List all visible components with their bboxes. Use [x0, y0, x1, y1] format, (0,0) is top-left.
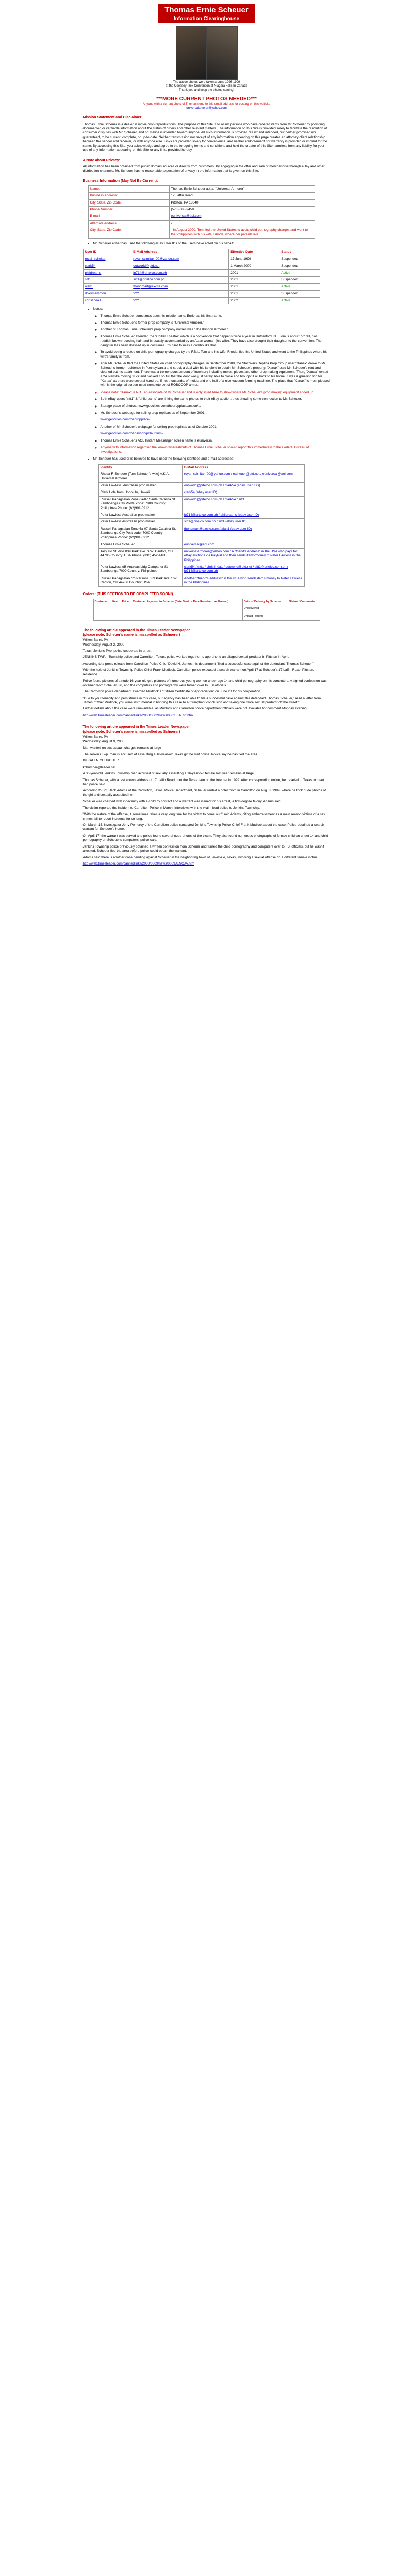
identity-cell: Tally Ho Studios 839 Park Ave. S.W. Canton, OH 44706 Country: USA Phone: (330) 452-4488 [98, 548, 182, 564]
ids-cell[interactable]: royal_scimitar_00@yahoo.com [131, 256, 229, 263]
table-row [98, 471, 304, 482]
caption-line: Thank you and keep the photos coming! [179, 89, 234, 92]
orders-cell: - [111, 605, 121, 613]
caption-line: The above photos were taken around 1996-1999 [173, 80, 240, 84]
table-row [93, 613, 320, 620]
header [0, 4, 413, 23]
article1-link[interactable]: http://web.timesleader.com/cannedlinks/2000/0802/news/0802TTR.htt.htm [82, 713, 193, 717]
photo-caption [0, 81, 413, 93]
orders-header-cell: Date of Delivery by Scheuer [242, 599, 288, 605]
email-cell[interactable]: clark54 / sitt1 / christinea1 / outworld@ptd.net / sitt1@prtelco.com.ph / jp714@prtelco.com.ph [182, 564, 304, 575]
ids-cell[interactable]: royal_scimitar [83, 256, 131, 263]
business-label: Name: [88, 185, 169, 192]
article1-body [83, 655, 331, 711]
business-row [88, 227, 315, 239]
notes-list [83, 307, 331, 454]
table-row [98, 519, 304, 526]
orders-cell: - [131, 613, 242, 620]
note-item: ◦ Mr. Scheuer's webpage for selling prop replicas as of September 2001... [101, 411, 331, 415]
orders-header-cell: Item [111, 599, 121, 605]
photo-right [207, 26, 238, 80]
table-row [98, 489, 304, 496]
ids-cell: 2002 [229, 297, 279, 304]
note-item[interactable]: www.geocities.com/thepropplace/ [100, 418, 150, 422]
business-row [88, 220, 315, 227]
article2-paragraph: A 36-year-old Jenkins Township man accused of sexually assaulting a 16-year-old female last year remains at large. [82, 772, 255, 776]
identity-cell: Peter Lawless Australian prop maker [98, 512, 182, 519]
notes-sublist [93, 314, 331, 455]
identities-intro: • Mr. Scheuer has used or is believed to have used the following identities and e-mail addresses: [93, 457, 331, 461]
ids-cell[interactable]: christinea1 [83, 297, 131, 304]
table-row [83, 277, 320, 283]
article2-paragraph: On April 17, the warrant was served and police found several nude photos of the victim. They also found numerous photographs of female children under 14 and child pornography on Scheuer's computers, police said. [82, 834, 328, 842]
orders-header-cell: Customer [93, 599, 111, 605]
table-row [83, 263, 320, 269]
business-heading: Business Information (May Not Be Current): [82, 179, 158, 183]
ids-cell: Active [279, 297, 320, 304]
ids-cell[interactable]: phildreams [83, 269, 131, 276]
article2-place: Wilkes-Barre, PA [82, 735, 108, 739]
ids-cell[interactable]: sitt1@prtelco.com.ph [131, 277, 229, 283]
identities-list [83, 457, 331, 461]
ids-cell: Suspended [279, 291, 320, 297]
article2-paragraph: On March 15, investigator Jerry Pomeroy of the Carrollton police contacted Jenkins Township Police Chief Frank Mudlock about the case. Police obtained a search warrant for Scheuer's home. [82, 823, 324, 832]
article1-paragraph: The Carrollton police department awarded Mudlock a "Citizen Certificate of Appreciation" on June 20 for his cooperation. [82, 690, 261, 694]
article1-paragraph: JENKINS TWP. - Township police and Carrollton, Texas, police worked together to apprehend an alleged sexual predator in Pittston in April. [82, 655, 289, 659]
ids-cell[interactable]: clark54 [83, 263, 131, 269]
article1-paragraph: According to a press release from Carrollton Police Chief David N. James, his department "filed a successful case against the defendant, Thomas Scheuer." [82, 662, 314, 666]
ids-header-cell: E-Mail Address [131, 249, 229, 256]
table-row [98, 564, 304, 575]
ids-cell: Active [279, 269, 320, 276]
business-label: City, State, Zip Code: [88, 227, 169, 239]
article2-paragraph: The victim reported the incident to Carrollton Police in March. Interviews with the victim lead police to Jenkins Township. [82, 806, 260, 810]
ids-header-row [83, 249, 320, 256]
more-photos-heading: ***MORE CURRENT PHOTOS NEEDED*** [156, 96, 257, 102]
page [0, 0, 413, 889]
page-subtitle: Information Clearinghouse [173, 15, 240, 22]
business-label: City, State, Zip Code: [88, 199, 169, 206]
orders-header-cell: Customer Payment to Scheuer (Date Sent or Date Received, as Known) [131, 599, 242, 605]
article1-date: Wednesday, August 2, 2000 [82, 642, 125, 647]
ids-header-cell: User ID [83, 249, 131, 256]
orders-heading: Orders: (THIS SECTION TO BE COMPLETED SOON!) [82, 592, 173, 596]
more-photos-email-link[interactable]: universalamorer@yahoo.com [186, 106, 227, 110]
business-value: 17 Laffin Road [169, 193, 315, 199]
article2-paragraph: "With the nature of the offense, it sometimes takes a very long time for the victim to come out," said Adams, citing embarrassment as a main reason victims of a sex crimes fail to report incidents for so long. [82, 812, 325, 821]
table-row [83, 291, 320, 297]
note-item: ◦ Another of Mr. Scheuer's webpage for selling prop replicas as of October 2001... [101, 425, 331, 429]
ids-cell: 17 June 1999 [229, 256, 279, 263]
table-row [83, 297, 320, 304]
ids-header-cell: Status [279, 249, 320, 256]
article1-place: Wilkes-Barre, PA [82, 638, 108, 642]
note-item: ◦ After Mr. Scheuer fled the United States on child pornography charges, in September 2000, the Star Wars Replica Prop Group user "Xanax" drove to Mr. Scheuer's former residence in Pennsylvania and struck a deal with his landlord to obtain Mr. Scheuer's property. "Xanax" paid Mr. Scheuer's rent and cleaned out his apartment. There was a tremendous amount of inventory including molds, pieces and other prop making equipment. Then, "Xanax" rented a 24' Penske moving truck and packed it so full that the door was just barely able to close and brought it all back to his home. It was a gruelling trip for "Xanax" as there were several hundred, if not thousands, of molds and one hell of a nice vacuum-forming machine. The place that "Xanax" is most pleased with is the original screen-used complete set of ROBOCOP armor. [101, 362, 331, 388]
ids-cell: Suspended [279, 277, 320, 283]
note-item: ◦ Another of Thomas Ernie Scheuer's prop company names was "The Klingon Armorer." [101, 328, 331, 332]
ids-cell: Active [279, 283, 320, 290]
ids-list [83, 242, 331, 246]
orders-cell: - [288, 605, 320, 613]
article2-paragraph: kchurcher@leader.net [82, 765, 116, 769]
article2-paragraph: According to Sgt. Jack Adams of the Carrollton, Texas, Police Department, Scheuer rented a hotel room in Carrollton on Aug. 8, 1999, where he took nude photos of the girl and sexually assaulted her. [82, 789, 326, 797]
article1-dateline: Texas, Jenkins Twp. police cooperate in arrest [82, 649, 152, 653]
orders-cell: - [93, 605, 111, 613]
article1-paragraph: With the help of Jenkins Township Police Chief Frank Mudlock, Carrollton police executed a search warrant on April 17 at Scheuer's 17 Laffin Road, Pittston, residence. [82, 668, 315, 676]
article2-heading: The following article appeared in the Times Leader Newspaper (please note: Scheuer's name is misspelled as Schuerer) [82, 725, 190, 734]
more-photos-text [0, 103, 413, 111]
business-row [88, 213, 315, 220]
ids-header-cell: Effective Date [229, 249, 279, 256]
business-value: Pittston, PA 18640 [169, 199, 315, 206]
table-row [98, 541, 304, 548]
ids-cell: Suspended [279, 263, 320, 269]
business-label: Phone Number: [88, 207, 169, 213]
business-table [88, 185, 315, 239]
business-label: E-mail: [88, 213, 169, 220]
privacy-text: All information has been obtained from public domain sources or directly from customers. By engaging in the offer and sale of merchandise through eBay and other distribution channels, Mr. Scheuer has no reasonable expectation of privacy in the information that is given on this Site. [82, 164, 325, 173]
business-row [88, 207, 315, 213]
email-cell[interactable]: sitt1@prtelco.com.ph / sitt1 (ebay user ID) [182, 519, 304, 526]
business-row [88, 185, 315, 192]
email-cell[interactable]: clark54 (ebay user ID) [182, 489, 304, 496]
identity-cell: Clark Hole from Honolulu, Hawaii [98, 489, 182, 496]
business-value: (570) 883-9459 [169, 207, 315, 213]
table-row [98, 496, 304, 512]
business-value: - In August 2000, Tom fled the United States to avoid child pornography charges and went to the Philippines with his wife, Rhoda, where her parents live. [169, 227, 315, 239]
identity-cell: Thomas Ernie Scheuer [98, 541, 182, 548]
business-row [88, 193, 315, 199]
business-value: euniversal@aol.com [169, 213, 315, 220]
identity-cell: Russell Panagsalan c/o Parsons 839 Park Ave. SW Canton, OH 44706 Country: USA [98, 575, 182, 586]
article2-link[interactable]: http://web.timesleader.com/cannedlinks/2000/0809/news/0809JENCJA.htm [82, 862, 194, 866]
orders-table [93, 599, 320, 621]
note-item: ◦ Thomas Ernie Scheuer sometimes uses his middle name, Ernie, as his first name. [101, 314, 331, 318]
email-cell[interactable]: outworld@prtelco.com.ph / clark54 (ebay user ID's) [182, 482, 304, 489]
page-title: Thomas Ernie Scheuer [164, 6, 249, 14]
ids-cell: 2001 [229, 283, 279, 290]
ids-cell[interactable]: alan1 [83, 283, 131, 290]
email-cell[interactable]: Another "friend's address" in the USA who sends items/money to Peter Lawless in the Philippines. [182, 575, 304, 586]
article2-paragraph: Jenkins Township police previously obtained a written confession from Scheuer and turned the child pornography and computers over to FBI officials, but he wasn't arrested. Scheuer fled the area before police could obtain the warrant. [82, 844, 324, 853]
orders-cell: - [131, 605, 242, 613]
photo-left [176, 26, 207, 80]
orders-cell: - [121, 613, 131, 620]
email-cell[interactable]: outworld@prtelco.com.ph / clark54 / sitt1 [182, 496, 304, 512]
orders-cell: Unpaid-Refund [242, 613, 288, 620]
table-row [98, 548, 304, 564]
ids-cell[interactable]: outworld@ptd.net [131, 263, 229, 269]
article1-heading: The following article appeared in the Times Leader Newspaper (please note: Scheuer's name is misspelled as Schuerer) [82, 628, 190, 637]
mission-text: Thomas Ernie Scheuer is a dealer in movie prop reproductions. The purpose of this Site is to assist persons who have ordered items from Mr. Scheuer by providing documented or verifiable information about the status of orders and other relevant matters. The information on this Site is provided solely to facilitate the resolution of consumer disputes with Mr. Scheuer, and no malice is intended toward anyone. All such information is provided "as is" and intended, but neither promised nor guaranteed, to be current, complete, or up-to-date. Neither transmission nor receipt of any information appearing on this page creates an attorney-client relationship between the sender and receiver, or with anyone else. Links are provided solely for convenience, and neither endorsement nor warranty is provided or implied for the same. By accessing this Site, you acknowledge and agree to the foregoing terms and conditions and hold the creator of this Site harmless from any liability for your use of any information appearing on this Site or any links provided hereby. [82, 122, 327, 152]
ids-cell[interactable]: ??? [131, 297, 229, 304]
article2-paragraph: By KALEN CHURCHER [82, 759, 119, 763]
ids-cell: 2001 [229, 291, 279, 297]
orders-header-row [93, 599, 320, 605]
article2-paragraph: The Jenkins Twp. man is accused of assaulting a 16-year-old Texas girl he met online. Police say he has fled the area. [82, 752, 258, 756]
identity-cell: Russell Panagsalan Zone 6a-07 Santa Catalina St. Zamboanga City Post code: 7000 Country: Philippines Phone: (62)991-0912 [98, 526, 182, 541]
ids-cell: Suspended [279, 256, 320, 263]
article2-paragraph: Scheuer was charged with indecency with a child by contact and a warrant was issued for his arrest, a first-degree felony, Adams said. [82, 800, 282, 804]
identity-cell: Russell Panagsalan Zone 6a-07 Santa Catalina St. Zamboanga City Postal code: 7000 Country: Philippines Phone: (62)991-0912 [98, 496, 182, 512]
main-section [83, 115, 331, 889]
orders-header-cell: Price [121, 599, 131, 605]
ids-cell: 2001 [229, 269, 279, 276]
identities-table [98, 464, 305, 587]
ids-cell[interactable]: doxymammon [83, 291, 131, 297]
table-row [83, 283, 320, 290]
article1-paragraph: Further details about the case were unavailable, as Mudlock and Carrollton police department officials were not available for comment Monday evening. [82, 707, 308, 711]
identities-header-row [98, 464, 304, 471]
note-item: ◦ Thomas Ernie Scheuer attended the "Chiller Theatre" which is a convention that happens twice a year in Rutherford, NJ. Tom is about 5'7" tall, has reddish-brown receding hair, and is usually accompanied by an Asian woman (his wife). They have also brought their daughter to the convention. The daughter has been dressed up in costumes. It's hard to miss a combo like that. [101, 335, 331, 348]
table-row [98, 526, 304, 541]
note-item: ◦ Please note: "Xanax" is NOT an associate of Mr. Scheuer and is only listed here to show where Mr. Scheuer's prop making equipment ended up. [101, 391, 331, 395]
business-value: Thomas Ernie Scheuer a.k.a. "Universal Armorer" [169, 185, 315, 192]
business-value: - [169, 220, 315, 227]
table-row [83, 269, 320, 276]
identity-cell: Peter Lawless, Australian prop maker [98, 482, 182, 489]
business-label: Alternate Address: [88, 220, 169, 227]
notes-label: • Notes: ◦ Thomas Ernie Scheuer sometimes uses his middle name, Ernie, as his first name. ◦ Thomas Ernie Scheuer's former prop company is "Universal Armorer." ◦ Another of Thomas Ernie Scheuer's prop company names was "The Klingon Armorer." ◦ Thomas Ernie Scheuer attended the "Chiller Theatre" which is a convention that happens twice a year in Rutherford, NJ. Tom is about 5'7" tall, has reddish-brown receding hair, and is usually accompanied by an Asian woman (his wife). They have also brought their daughter to the convention. The daughter has been dressed up in costumes. It's hard to miss a combo like that. ◦ To avoid being arrested on child pornography charges by the F.B.I., Tom and his wife, Rhoda, fled the United States and went to the Philippines where his wife's family is from. ◦ After Mr. Scheuer fled the United States on child pornography charges, in September 2000, the Star Wars Replica Prop Group user "Xanax" drove to Mr. Scheuer's former residence in Pennsylvania and struck a deal with his landlord to obtain Mr. Scheuer's property. "Xanax" paid Mr. Scheuer's rent and cleaned out his apartment. There was a tremendous amount of inventory including molds, pieces and other prop making equipment. Then, "Xanax" rented a 24' Penske moving truck and packed it so full that the door was just barely able to close and brought it all back to his home. It was a gruelling trip for "Xanax" as there were several hundred, if not thousands, of molds and one hell of a nice vacuum-forming machine. The place that "Xanax" is most pleased with is the original screen-used complete set of ROBOCOP armor. ◦ Please note: "Xanax" is NOT an associate of Mr. Scheuer and is only listed here to show where Mr. Scheuer's prop making equipment ended up. ◦ Both eBay users "sitt1" & "phildreams" are linking the same photos to their eBay auction, thus showing some connection to Mr. Scheuer. ◦ Storage place of photos...www.geocities.com/thepropplace/action/... ◦ Mr. Scheuer's webpage for selling prop replicas as of September 2001... www.geocities.com/thepropplace/ ◦ Another of Mr. Scheuer's webpage for selling prop replicas as of October 2001... www.geocities.com/thanavhon/prilauttinmi/ ◦ Thomas Ernie Scheuer's AOL Instant Messenger screen name is euniversal. ◦ Anyone with information regarding the known whereabouts of Thomas Ernie Scheuer should report this immediately to the Federal Bureau of Investigations. [93, 307, 331, 454]
orders-cell: - [111, 613, 121, 620]
caption-line: at the Odessey Trek Convention at Niagara Falls In Canada [166, 84, 247, 88]
table-row [98, 512, 304, 519]
identity-cell: Rhoda F. Scheuer (Tom Scheuer's wife) A.K.A. Universal Armorer [98, 471, 182, 482]
title-box [158, 4, 255, 23]
ids-cell[interactable]: ??? [131, 291, 229, 297]
table-row [83, 256, 320, 263]
identity-cell: Peter Lawless dB Andreas bldg Campaner St Zamboanga 7000 Country: Philippines [98, 564, 182, 575]
business-label: Business Address: [88, 193, 169, 199]
orders-cell: - [93, 613, 111, 620]
article1-paragraph: Police found pictures of a nude 16-year-old girl, pictures of numerous young women under age 14 and child pornography on his computers. A signed confession was obtained from Scheuer, 36, and the computers and pornography were turned over to FBI officials. [82, 679, 327, 687]
ids-intro: • Mr. Scheuer either has used the following eBay User IDs or the users have acted on his behalf: [93, 242, 331, 246]
ids-cell: 2001 [229, 277, 279, 283]
email-cell[interactable]: thongmart@excite.com / alan1 (ebay user ID) [182, 526, 304, 541]
note-item: ◦ Thomas Ernie Scheuer's former prop company is "Universal Armorer." [101, 321, 331, 325]
ids-cell: 1 March 2000 [229, 263, 279, 269]
orders-cell: - [288, 613, 320, 620]
identities-header-cell: Identity [98, 464, 182, 471]
ids-cell[interactable]: sitt1 [83, 277, 131, 283]
article2-dateline: Man wanted on sex assault charges remains at large [82, 746, 161, 750]
email-cell[interactable]: universalarmorer@yahoo.com / A "friend's address" in the USA who pays for eBay auctions via PayPal and then sends items/money to Peter Lawless in the Philippines. [182, 548, 304, 564]
note-item[interactable]: www.geocities.com/thanavhon/prilauttinmi/ [100, 432, 163, 436]
ids-cell[interactable]: jp714@prtelco.com.ph [131, 269, 229, 276]
more-photos-line: Anyone with a current photo of Thomas send to this email address for posting on this website [142, 102, 271, 106]
note-item: ◦ To avoid being arrested on child pornography charges by the F.B.I., Tom and his wife, Rhoda, fled the United States and went to the Philippines where his wife's family is from. [101, 350, 331, 359]
note-item: ◦ Thomas Ernie Scheuer's AOL Instant Messenger screen name is euniversal. [101, 439, 331, 443]
email-cell[interactable]: euniversal@aol.com [182, 541, 304, 548]
business-row [88, 199, 315, 206]
orders-cell: Undelivered [242, 605, 288, 613]
photo-row [176, 26, 238, 80]
article2-paragraph: Adams said there is another case pending against Scheuer in the neighboring town of Lewisville, Texas, involving a sexual offense on a different female victim. [82, 855, 318, 859]
article1-paragraph: "Due to your tenacity and persistence in this case, our agency has been able to file a successful case against the defendant Thomas Scheuer," read a letter from James. "Chief Mudlock, you were instrumental in bringing this case to a triumphant conclusion and taking one more sexual predator off the street." [82, 696, 321, 704]
ebay-ids-table [83, 249, 320, 305]
table-row [93, 605, 320, 613]
article2-date: Wednesday, August 9, 2000 [82, 739, 125, 743]
note-item: ◦ Both eBay users "sitt1" & "phildreams" are linking the same photos to their eBay auction, thus showing some connection to Mr. Scheuer. [101, 397, 331, 401]
email-cell[interactable]: jp714@prtelco.com.ph / phildreams (ebay user ID) [182, 512, 304, 519]
article2-body [83, 753, 331, 860]
note-item: ◦ Anyone with information regarding the known whereabouts of Thomas Ernie Scheuer should report this immediately to the Federal Bureau of Investigations. [101, 446, 331, 454]
orders-header-cell: Status / Comments [288, 599, 320, 605]
ids-cell[interactable]: thongmart@excite.com [131, 283, 229, 290]
mission-heading: Mission Statement and Disclaimer: [82, 116, 143, 120]
orders-cell: - [121, 605, 131, 613]
note-item: ◦ Storage place of photos...www.geocities.com/thepropplace/action/... [101, 404, 331, 409]
article2-paragraph: Thomas Scheuer, with a last known address of 17 Laffin Road, met the Texas teen on the Internet in 1999. After corresponding online, he traveled to Texas to meet her, police said. [82, 778, 324, 786]
identities-header-cell: E-Mail Address [182, 464, 304, 471]
table-row [98, 482, 304, 489]
table-row [98, 575, 304, 586]
identity-cell: Peter Lawless Australian prop maker [98, 519, 182, 526]
privacy-heading: A Note about Privacy: [82, 158, 120, 162]
email-cell[interactable]: royal_scimitar_00@yahoo.com / rscheuer@ptd.net / euniversal@aol.com [182, 471, 304, 482]
